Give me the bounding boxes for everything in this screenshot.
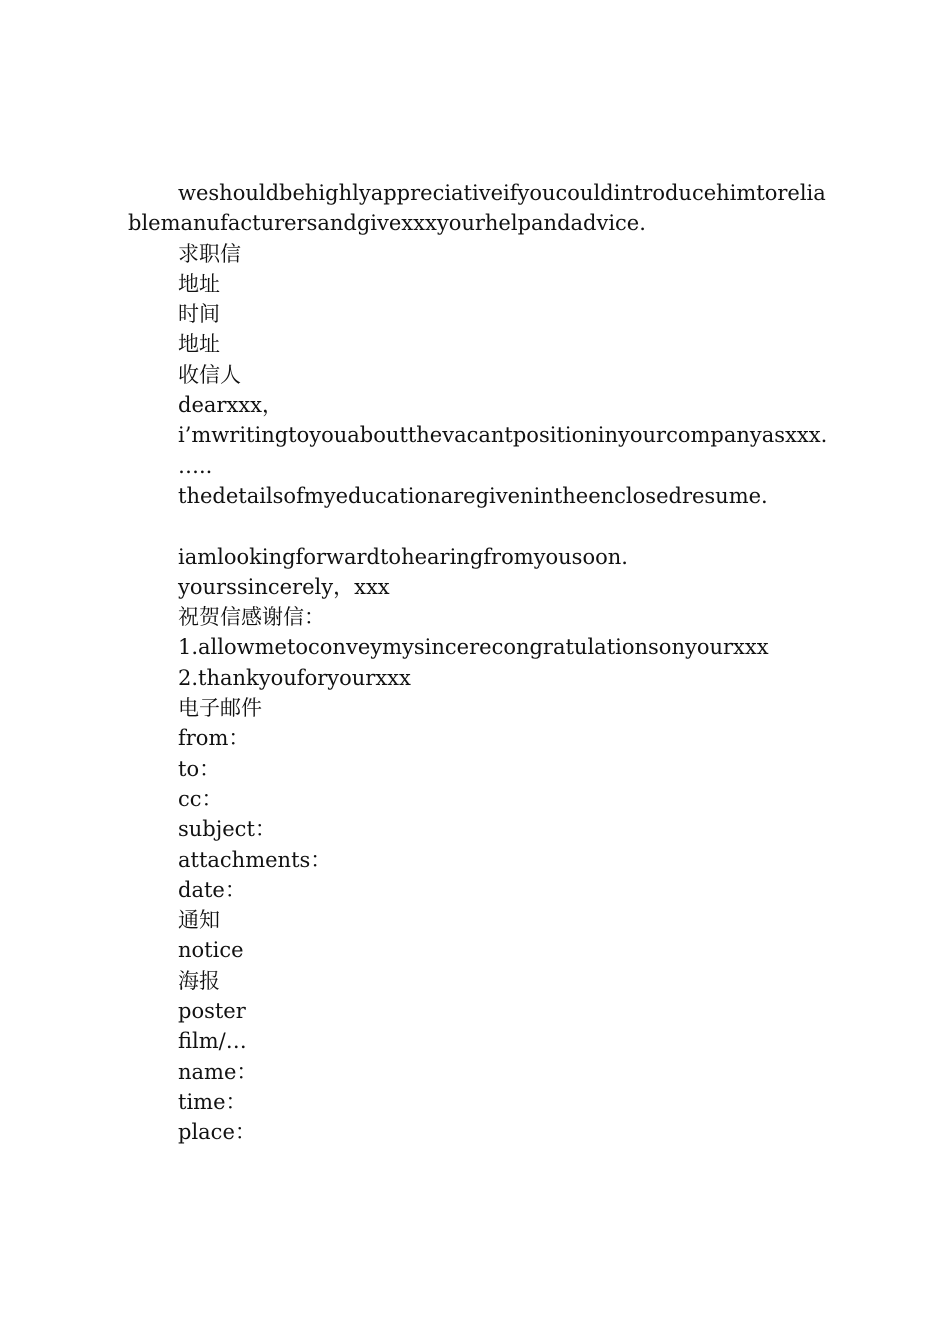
line-address-2: 地址 [178,332,220,357]
line-salutation: dearxxx， [178,393,283,418]
poster-film: film/… [178,1029,247,1054]
line-thanks-2: 2.thankyouforyourxxx [178,665,411,690]
line-closing: yourssincerely，xxx [178,574,390,599]
heading-email: 电子邮件 [178,696,262,721]
line-recipient: 收信人 [178,362,241,387]
blank-line [128,511,832,541]
poster-field-name: name： [178,1059,258,1084]
paragraph-recommendation: weshouldbehighlyappreciativeifyoucouldintroducehimtoreliablemanufacturersandgivexxxyourhelpandadvice. [128,181,826,236]
paragraph-education: thedetailsofmyeducationaregivenintheenclosedresume. [178,483,768,508]
heading-notice-en: notice [178,938,244,963]
poster-field-place: place： [178,1120,256,1145]
heading-application-letter: 求职信 [178,241,241,266]
email-field-to: to： [178,756,221,781]
line-address: 地址 [178,271,220,296]
paragraph-looking-forward: iamlookingforwardtohearingfromyousoon. [178,544,628,569]
email-field-cc: cc： [178,786,223,811]
line-congratulation-1: 1.allowmetoconveymysincerecongratulationsonyourxxx [178,635,769,660]
line-ellipsis: ….. [178,453,213,478]
heading-poster-cn: 海报 [178,968,220,993]
poster-field-time: time： [178,1089,247,1114]
email-field-attachments: attachments： [178,847,332,872]
email-field-date: date： [178,877,246,902]
email-field-subject: subject： [178,817,276,842]
document-page [128,178,832,1148]
line-time: 时间 [178,302,220,327]
heading-notice-cn: 通知 [178,908,220,933]
email-field-from: from： [178,726,250,751]
heading-congratulation-thanks: 祝贺信感谢信： [178,605,325,630]
paragraph-position: i’mwritingtoyouaboutthevacantpositioninyourcompanyasxxx. [178,423,828,448]
heading-poster-en: poster [178,999,246,1024]
